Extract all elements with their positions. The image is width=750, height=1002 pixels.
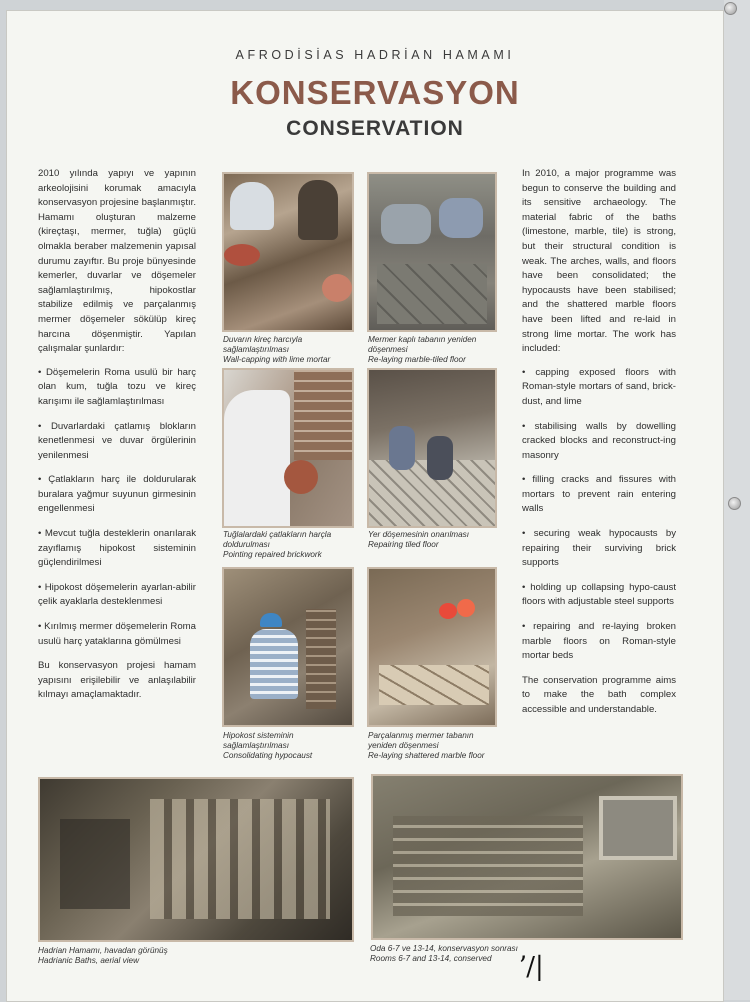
photo-consolidating-hypocaust bbox=[222, 567, 354, 727]
screw-middle bbox=[728, 497, 741, 510]
bullet-glyph: • bbox=[38, 528, 42, 540]
list-item bbox=[522, 420, 676, 464]
photo-rooms-conserved bbox=[371, 774, 683, 940]
bullet-glyph: • bbox=[38, 474, 42, 486]
list-item bbox=[38, 473, 196, 517]
title-english: CONSERVATION bbox=[286, 117, 464, 140]
list-item-text: stabilising walls by dowelling cracked blocks and reconstruct-ing masonry bbox=[522, 420, 676, 461]
english-work-list bbox=[522, 366, 676, 664]
caption-tr: Parçalanmış mermer tabanın yeniden döşenmesi bbox=[368, 731, 474, 750]
caption-en: Re-laying shattered marble floor bbox=[368, 751, 485, 760]
list-item bbox=[38, 527, 196, 571]
list-item-text: filling cracks and fissures with mortars to prevent rain entering walls bbox=[522, 474, 676, 515]
caption-consolidating-hypocaust bbox=[223, 731, 355, 761]
caption-tr: Mermer kaplı tabanın yeniden döşenmesi bbox=[368, 335, 477, 354]
photo-aerial-view bbox=[38, 777, 354, 942]
bullet-glyph: • bbox=[522, 621, 526, 633]
list-item-text: Duvarlardaki çatlamış blokların kenetlenmesi ve duvar örgülerinin yenilenmesi bbox=[38, 420, 196, 461]
caption-wall-capping bbox=[223, 335, 355, 365]
photo-relaying-shattered-floor bbox=[367, 567, 497, 727]
caption-en: Pointing repaired brickwork bbox=[223, 550, 322, 559]
list-item-text: Mevcut tuğla desteklerin onarılarak zayıflamış hipokost sisteminin güçlendirilmesi bbox=[38, 528, 196, 569]
list-item bbox=[522, 527, 676, 571]
bullet-glyph: • bbox=[522, 581, 526, 593]
turkish-intro: 2010 yılında yapıyı ve yapının arkeolojisini korumak amacıyla konservasyon projesine başlanmıştır. Hamamı oluşturan malzeme (kireçtaşı, mermer, tuğla) güçlü olmakla beraber malzemenin yapısal durumu zayıftır. Bu proje bünyesinde kemerler, duvarlar ve döşemeler sağlamlaştırılmış, hipokostlar stabilize edilmiş ve parçalanmış mermer döşemeler sökülüp kireç harcına döşenmiştir. Yapılan çalışmalar şunlardır: bbox=[38, 168, 196, 355]
turkish-work-list bbox=[38, 366, 196, 650]
photo-relaying-marble-floor bbox=[367, 172, 497, 332]
list-item-text: Döşemelerin Roma usulü bir harç olan kum, tuğla tozu ve kireç karışımı ile sağlamlaştırılması bbox=[38, 366, 196, 407]
caption-repairing-tiled-floor bbox=[368, 530, 498, 550]
caption-tr: Yer döşemesinin onarılması bbox=[368, 530, 470, 539]
caption-tr: Tuğlalardaki çatlakların harçla doldurulması bbox=[223, 530, 332, 549]
bullet-glyph: • bbox=[522, 420, 526, 432]
list-item bbox=[522, 620, 676, 664]
list-item-text: Kırılmış mermer döşemelerin Roma usulü harç yataklarına gömülmesi bbox=[38, 621, 196, 647]
bullet-glyph: • bbox=[522, 528, 526, 540]
turkish-text-column bbox=[38, 167, 196, 712]
list-item bbox=[38, 581, 196, 610]
screw-top bbox=[724, 2, 737, 15]
list-item bbox=[522, 473, 676, 517]
photo-repairing-tiled-floor bbox=[367, 368, 497, 528]
list-item-text: securing weak hypocausts by repairing their surviving brick supports bbox=[522, 528, 676, 569]
caption-tr: Hadrian Hamamı, havadan görünüş bbox=[38, 946, 168, 955]
site-name: AFRODİSİAS HADRİAN HAMAMI bbox=[235, 48, 515, 62]
turkish-outro: Bu konservasyon projesi hamam yapısını erişilebilir ve anlaşılabilir kılmayı amaçlamaktadır. bbox=[38, 660, 196, 701]
title-turkish: KONSERVASYON bbox=[230, 74, 520, 111]
bullet-glyph: • bbox=[38, 366, 42, 378]
english-outro: The conservation programme aims to make the bath complex accessible and understandable. bbox=[522, 674, 676, 715]
caption-relaying-shattered-floor bbox=[368, 731, 500, 761]
photo-wall-capping bbox=[222, 172, 354, 332]
list-item bbox=[38, 366, 196, 410]
list-item-text: holding up collapsing hypo-caust floors with adjustable steel supports bbox=[522, 581, 676, 608]
list-item-text: Çatlakların harç ile doldurularak buralara yağmur suyunun girmesinin engellenmesi bbox=[38, 474, 196, 515]
caption-aerial-view bbox=[38, 946, 338, 966]
bullet-glyph: • bbox=[522, 366, 526, 378]
caption-tr: Duvarın kireç harcıyla sağlamlaştırılması bbox=[223, 335, 303, 354]
caption-tr: Oda 6-7 ve 13-14, konservasyon sonrası bbox=[370, 944, 518, 953]
list-item-text: Hipokost döşemelerin ayarlan-abilir çelik ayaklarla desteklenmesi bbox=[38, 581, 196, 608]
list-item bbox=[522, 366, 676, 410]
bullet-glyph: • bbox=[38, 581, 42, 593]
bullet-glyph: • bbox=[38, 621, 42, 633]
list-item bbox=[522, 581, 676, 610]
caption-en: Hadrianic Baths, aerial view bbox=[38, 956, 140, 965]
caption-en: Consolidating hypocaust bbox=[223, 751, 313, 760]
caption-en: Rooms 6-7 and 13-14, conserved bbox=[370, 954, 492, 963]
caption-en: Wall-capping with lime mortar bbox=[223, 355, 331, 364]
bullet-glyph: • bbox=[38, 420, 42, 432]
caption-en: Repairing tiled floor bbox=[368, 540, 439, 549]
list-item bbox=[38, 620, 196, 649]
bullet-glyph: • bbox=[522, 474, 526, 486]
caption-en: Re-laying marble-tiled floor bbox=[368, 355, 466, 364]
caption-tr: Hipokost sisteminin sağlamlaştırılması bbox=[223, 731, 294, 750]
list-item-text: capping exposed floors with Roman-style mortars of sand, brick-dust, and lime bbox=[522, 366, 676, 407]
list-item-text: repairing and re-laying broken marble floors on Roman-style mortar beds bbox=[522, 621, 676, 662]
english-text-column bbox=[522, 167, 676, 727]
caption-pointing-brickwork bbox=[223, 530, 355, 560]
english-intro: In 2010, a major programme was begun to conserve the building and its sensitive archaeology. The material fabric of the baths (limestone, marble, tile) is strong, but their structural condition is weak. The arches, walls, and floors have been consolidated; the hypocausts have been stabilised; and the shattered marble floors have been lifted and re-laid in strong lime mortar. The work has included: bbox=[522, 168, 676, 355]
caption-relaying-marble-floor bbox=[368, 335, 503, 365]
handwritten-mark: ʼ/| bbox=[518, 952, 544, 982]
photo-pointing-brickwork bbox=[222, 368, 354, 528]
list-item bbox=[38, 420, 196, 464]
